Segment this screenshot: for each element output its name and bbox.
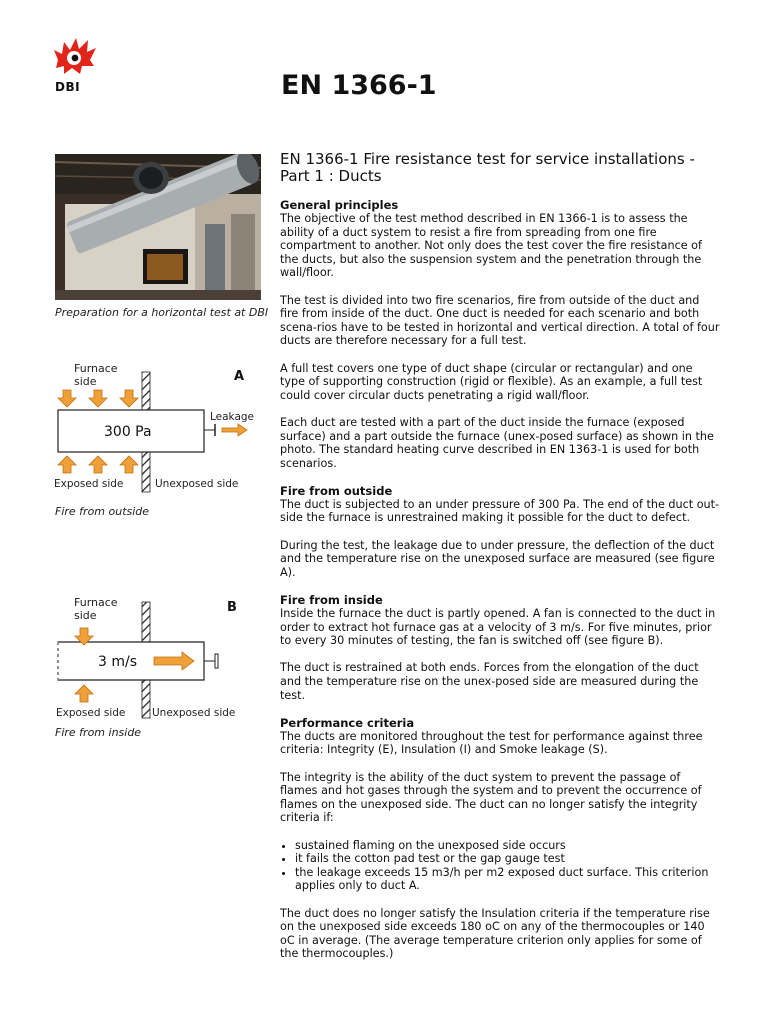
heat-arrow-down: [120, 390, 138, 407]
paragraph: The test is divided into two fire scenarios, fire from outside of the duct and fire from inside of the duct. One duct is needed for each scenario and both scena-rios have to be tested in horizontal and vertical direction. A total of four ducts are therefore necessary for a full test.: [280, 293, 720, 348]
list-item: • it fails the cotton pad test or the gap gauge test: [295, 852, 720, 866]
figure-b-caption: Fire from inside: [55, 726, 142, 739]
pressure-label: 300 Pa: [104, 424, 152, 440]
paragraph: The duct is subjected to an under pressure of 300 Pa. The end of the duct out-side the furnace is unrestrained making it possible for the duct to defect.: [280, 497, 720, 525]
exposed-side-label-b: Exposed side: [56, 707, 126, 719]
section-heading-performance: Performance criteria: [280, 715, 415, 730]
paragraph: The ducts are monitored throughout the test for performance against three criteria: Integrity (E), Insulation (I) and Smoke leakage (S).: [280, 729, 703, 757]
section-heading-outside: Fire from outside: [280, 483, 393, 498]
paragraph: The duct does no longer satisfy the Insulation criteria if the temperature rise on the unexposed side exceeds 180 oC on any of the thermocouples or 140 oC in average. (The average temperature criterion only applies for some of the thermocouples.): [280, 906, 710, 961]
section-heading-inside: Fire from inside: [280, 593, 383, 608]
leakage-label: Leakage: [210, 411, 255, 423]
paragraph: Each duct are tested with a part of the duct inside the furnace (exposed surface) and a part outside the furnace (unex-posed surface) as shown in the photo. The standard heating curve described in EN 1363-1 is used for both scenarios.: [280, 415, 714, 470]
furnace-side-label-a: Furnace: [74, 362, 118, 375]
main-content: [280, 151, 720, 974]
heat-arrow-up: [75, 685, 93, 702]
heat-arrow-up: [89, 456, 107, 473]
velocity-label: 3 m/s: [98, 654, 138, 670]
figure-a-label: A: [234, 369, 245, 384]
photo-caption: Preparation for a horizontal test at DBI: [55, 306, 269, 319]
page-title: EN 1366-1: [281, 70, 437, 101]
heat-arrow-up: [120, 456, 138, 473]
figure-b-diagram: [52, 594, 267, 724]
figure-a-caption: Fire from outside: [55, 505, 150, 518]
test-photo: [55, 154, 261, 300]
section-heading-general: General principles: [280, 198, 399, 212]
figure-b-label: B: [227, 600, 237, 615]
exposed-side-label-a: Exposed side: [54, 478, 124, 490]
unexposed-side-label-a: Unexposed side: [155, 478, 239, 490]
heat-arrow-up: [58, 456, 76, 473]
list-item: • the leakage exceeds 15 m3/h per m2 exposed duct surface. This criterion applies only to duct A.: [295, 866, 720, 893]
paragraph: Inside the furnace the duct is partly opened. A fan is connected to the duct in order to extract hot furnace gas at a velocity of 3 m/s. For five minutes, prior to every 30 minutes of testing, the fan is switched off (see figure B).: [280, 607, 716, 648]
heat-arrow-down: [89, 390, 107, 407]
svg-text:side: side: [74, 375, 97, 388]
document-subtitle: EN 1366-1 Fire resistance test for service installations -Part 1 : Ducts: [280, 150, 695, 185]
heat-arrow-down: [58, 390, 76, 407]
furnace-side-label-b: Furnace: [74, 596, 118, 609]
leakage-arrow: [222, 424, 247, 436]
paragraph: During the test, the leakage due to under pressure, the deflection of the duct and the temperature rise on the unexposed surface are measured (see figure A).: [280, 538, 715, 579]
criteria-list: [280, 839, 720, 893]
paragraph: The objective of the test method described in EN 1366-1 is to assess the ability of a duct system to resist a fire from spreading from one fire compartment to another. Not only does the test cover the fire resistance of the ducts, but also the suspension system and the penetration through the wall/floor.: [280, 212, 702, 280]
dbi-logo-icon: [52, 36, 98, 80]
logo-text: DBI: [55, 80, 81, 94]
paragraph: The duct is restrained at both ends. Forces from the elongation of the duct and the temperature rise on the unex-posed side are measured during the test.: [280, 661, 699, 702]
figure-a-diagram: [52, 360, 267, 495]
svg-text:side: side: [74, 609, 97, 622]
unexposed-side-label-b: Unexposed side: [152, 707, 236, 719]
paragraph: A full test covers one type of duct shape (circular or rectangular) and one type of supporting construction (rigid or flexible). As an example, a full test could cover circular ducts penetrating a rigid wall/floor.: [280, 361, 703, 402]
paragraph: The integrity is the ability of the duct system to prevent the passage of flames and hot gases through the system and to prevent the occurrence of flames on the unexposed side. The duct can no longer satisfy the integrity criteria if:: [280, 770, 702, 825]
list-item: • sustained flaming on the unexposed side occurs: [295, 839, 720, 853]
